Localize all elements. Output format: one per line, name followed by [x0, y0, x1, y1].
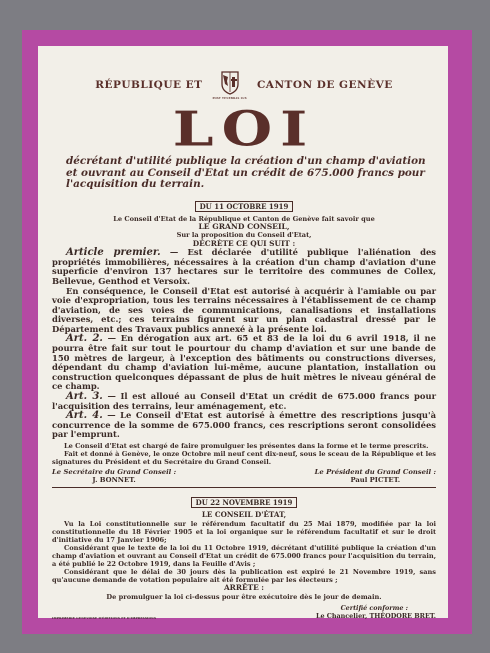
certification: [316, 604, 436, 620]
closing-line-2: Fait et donné à Genève, le onze Octobre mil neuf cent dix-neuf, sous le sceau de la République et les signatures du Président et du Secrétaire du Grand Conseil.: [52, 450, 436, 466]
law-articles: [52, 248, 436, 440]
article-3-text: — Il est alloué au Conseil d'Etat un crédit de 675.000 francs pour l'acquisition des terrains, leur aménagement, etc.: [52, 391, 436, 411]
council-paragraph-2: Considérant que le texte de la loi du 11 Octobre 1919, décrétant d'utilité publique la création d'un champ d'aviation et ouvrant au Conseil d'Etat un crédit de 675.000 francs pour l'acquisition du terrain, a été publié le 22 Octobre 1919, dans la Feuille d'Avis ;: [52, 544, 436, 569]
secretary-name: J. BONNET.: [92, 476, 136, 484]
law-subtitle: décrétant d'utilité publique la création d'un champ d'aviation et ouvrant au Conseil d'Etat un crédit de 675.000 francs pour l'acquisition du terrain.: [66, 155, 426, 190]
article-2-text: — En dérogation aux art. 65 et 83 de la loi du 6 avril 1918, il ne pourra être fait sur tout le pourtour du champ d'aviation et sur une bande de 150 mètres de largeur, à l'exception des bâtiments ou constructions diverses, dépendant du champ d'aviation lui-même, aucune plantation, installation ou construction quelconques dépassant de plus de huit mètres le niveau général de ce champ.: [52, 333, 436, 392]
article-4-label: Art. 4.: [66, 410, 103, 422]
president-name: Paul PICTET.: [350, 476, 401, 484]
article-1-label: Article premier.: [66, 247, 161, 259]
law-date: [52, 194, 436, 213]
council-heading: LE CONSEIL D'ÉTAT,: [201, 510, 287, 519]
preamble-line-3: Sur la proposition du Conseil d'Etat,: [176, 231, 312, 240]
article-3-label: Art. 3.: [66, 391, 103, 403]
article-1: [52, 248, 436, 286]
crest-motto: POST TENEBRAS LUX: [212, 97, 247, 100]
closing-text: [52, 442, 436, 466]
printer-imprint: IMPRIMERIE GENEVOISE D'ÉDITIONS ET D'IMPRESSIONS: [52, 616, 157, 621]
council-text: [52, 520, 436, 584]
article-2-label: Art. 2.: [66, 333, 103, 345]
poster-header: [52, 70, 436, 100]
header-right: CANTON DE GENÈVE: [256, 79, 393, 91]
signature-president: [315, 468, 436, 484]
article-4-text: — Le Conseil d'Etat est autorisé à émettre des rescriptions jusqu'à concurrence de la somme de 675.000 francs, ces rescriptions seront consolidées par l'emprunt.: [52, 410, 436, 440]
secretary-role: Le Secrétaire du Grand Conseil :: [52, 468, 177, 476]
divider: [52, 487, 436, 488]
article-3: [52, 392, 436, 411]
preamble-line-1: Le Conseil d'Etat de la République et Canton de Genève fait savoir que: [113, 214, 375, 223]
law-date-label: DU 11 OCTOBRE 1919: [195, 201, 294, 212]
closing-line-1: Le Conseil d'Etat est chargé de faire promulguer les présentes dans la forme et le terme prescrits.: [64, 442, 429, 450]
council-arrete: ARRÊTE :: [223, 583, 265, 593]
header-left: RÉPUBLIQUE ET: [95, 79, 203, 91]
certified-label: Certifié conforme :: [340, 604, 408, 613]
promulgation-date-label: DU 22 NOVEMBRE 1919: [191, 497, 298, 508]
promulgation-date: [52, 490, 436, 509]
council-paragraph-3: Considérant que le délai de 30 jours dès la publication est expiré le 21 Novembre 1919, sans qu'aucune demande de votation populaire ait été formulée par les électeurs ;: [52, 568, 436, 585]
preamble-line-4: DÉCRÈTE CE QUI SUIT :: [192, 238, 296, 248]
poster-footer: [52, 604, 436, 620]
council-paragraph-1: Vu la Loi constitutionnelle sur le référendum facultatif du 25 Mai 1879, modifiée par la loi constitutionnelle du 18 Février 1905 et la loi organique sur le référendum facultatif et sur le droit d'initiative du 17 Janvier 1906;: [52, 520, 436, 545]
poster: [38, 46, 448, 621]
article-1-paragraph-2: En conséquence, le Conseil d'Etat est autorisé à acquérir à l'amiable ou par voie d'expropriation, tous les terrains nécessaires à l'établissement de ce champ d'aviation, de ses voies de communications, canalisations et installations diverses, etc.; ces terrains figurent sur un plan cadastral dressé par le Département des Travaux publics annexé à la présente loi.: [52, 285, 436, 334]
article-4: [52, 411, 436, 440]
council-paragraph-4: De promulguer la loi ci-dessus pour être exécutoire dès le jour de demain.: [106, 592, 382, 601]
preamble-line-2: LE GRAND CONSEIL,: [198, 221, 290, 231]
chancellor-signature: Le Chancelier, THÉODORE BRET.: [315, 612, 436, 621]
geneva-crest: [212, 70, 247, 100]
article-1-text: — Est déclarée d'utilité publique l'aliénation des propriétés immobilières, nécessaires à la création d'un champ d'aviation d'une superficie d'environ 137 hectares sur le territoire des communes de Collex, Bellevue, Genthod et Versoix.: [52, 247, 436, 286]
article-2: [52, 334, 436, 392]
coat-of-arms-icon: [219, 70, 241, 96]
president-role: Le Président du Grand Conseil :: [314, 468, 436, 476]
signature-secretary: [52, 468, 176, 484]
page-title: LOI: [172, 101, 316, 157]
signatures: [52, 468, 436, 484]
